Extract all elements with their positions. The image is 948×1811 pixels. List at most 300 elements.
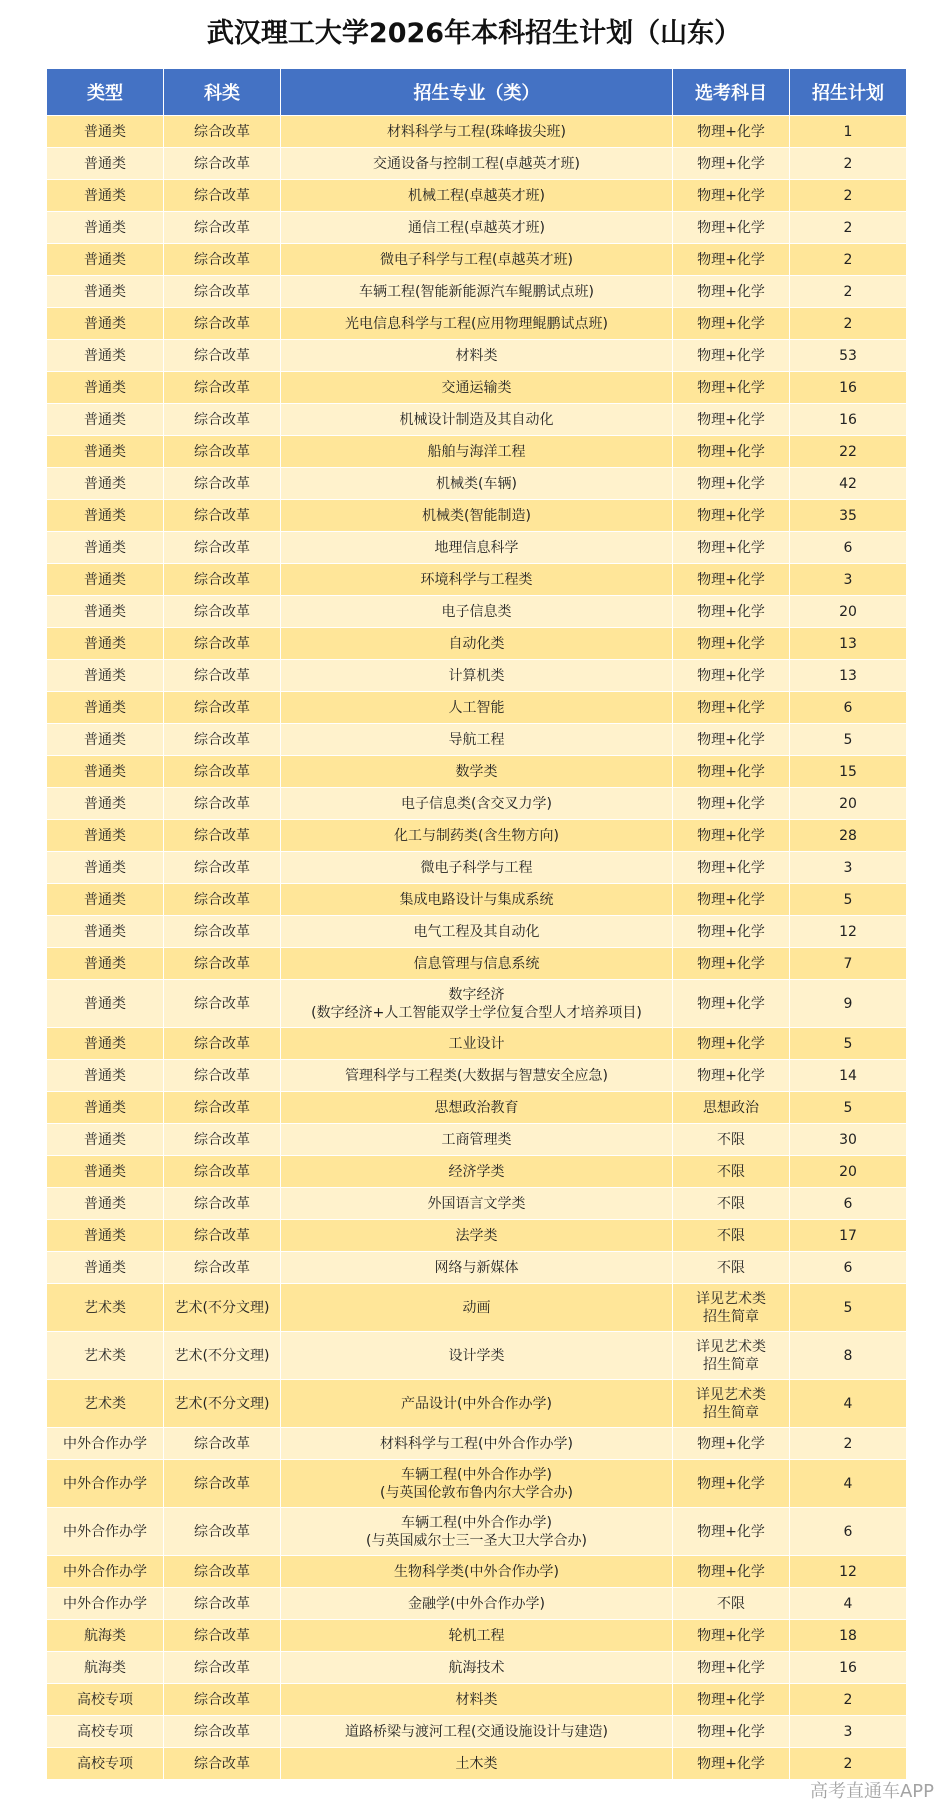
cell-major-line: 工商管理类 bbox=[441, 1131, 512, 1148]
cell-major bbox=[281, 948, 673, 980]
cell-type: 普通类 bbox=[47, 1028, 164, 1060]
cell-major-line: 微电子科学与工程 bbox=[420, 859, 533, 876]
cell-subjects-line: 招生简章 bbox=[703, 1308, 759, 1325]
cell-type: 普通类 bbox=[47, 980, 164, 1028]
cell-subjects-line: 物理+化学 bbox=[697, 1067, 765, 1084]
cell-major-line: 动画 bbox=[462, 1299, 491, 1316]
cell-major bbox=[281, 1092, 673, 1124]
table-row bbox=[47, 1284, 907, 1332]
cell-type: 普通类 bbox=[47, 1220, 164, 1252]
cell-category: 综合改革 bbox=[164, 404, 281, 436]
cell-subjects-line: 物理+化学 bbox=[697, 1723, 765, 1740]
cell-category: 综合改革 bbox=[164, 980, 281, 1028]
cell-subjects bbox=[673, 948, 790, 980]
cell-type: 普通类 bbox=[47, 852, 164, 884]
cell-plan: 53 bbox=[790, 340, 907, 372]
cell-subjects-line: 物理+化学 bbox=[697, 1627, 765, 1644]
cell-plan: 35 bbox=[790, 500, 907, 532]
table-row bbox=[47, 1684, 907, 1716]
cell-major-line: 光电信息科学与工程(应用物理鲲鹏试点班) bbox=[345, 315, 608, 332]
cell-major bbox=[281, 660, 673, 692]
table-row bbox=[47, 1428, 907, 1460]
cell-type: 普通类 bbox=[47, 596, 164, 628]
cell-plan: 2 bbox=[790, 148, 907, 180]
table-row bbox=[47, 692, 907, 724]
cell-type: 中外合作办学 bbox=[47, 1588, 164, 1620]
cell-subjects bbox=[673, 692, 790, 724]
cell-subjects bbox=[673, 436, 790, 468]
cell-type: 普通类 bbox=[47, 532, 164, 564]
cell-plan: 28 bbox=[790, 820, 907, 852]
cell-plan: 6 bbox=[790, 1188, 907, 1220]
cell-subjects-line: 不限 bbox=[717, 1195, 745, 1212]
cell-major bbox=[281, 180, 673, 212]
cell-category: 综合改革 bbox=[164, 1124, 281, 1156]
cell-major-line: 自动化类 bbox=[448, 635, 505, 652]
table-row bbox=[47, 948, 907, 980]
cell-type: 普通类 bbox=[47, 1188, 164, 1220]
cell-major-line: (数字经济+人工智能双学士学位复合型人才培养项目) bbox=[311, 1004, 642, 1021]
cell-major-line: 化工与制药类(含生物方向) bbox=[394, 827, 559, 844]
cell-category: 综合改革 bbox=[164, 1060, 281, 1092]
cell-subjects bbox=[673, 564, 790, 596]
table-row bbox=[47, 1748, 907, 1780]
cell-major bbox=[281, 308, 673, 340]
cell-plan: 22 bbox=[790, 436, 907, 468]
table-row bbox=[47, 628, 907, 660]
table-row bbox=[47, 1332, 907, 1380]
cell-subjects bbox=[673, 1460, 790, 1508]
cell-category: 综合改革 bbox=[164, 468, 281, 500]
cell-major bbox=[281, 276, 673, 308]
cell-category: 综合改革 bbox=[164, 1620, 281, 1652]
cell-major bbox=[281, 980, 673, 1028]
cell-major bbox=[281, 1252, 673, 1284]
cell-subjects-line: 物理+化学 bbox=[697, 1755, 765, 1772]
table-row bbox=[47, 1092, 907, 1124]
cell-subjects-line: 物理+化学 bbox=[697, 667, 765, 684]
cell-subjects-line: 物理+化学 bbox=[697, 571, 765, 588]
cell-category: 综合改革 bbox=[164, 180, 281, 212]
cell-major bbox=[281, 564, 673, 596]
cell-plan: 16 bbox=[790, 1652, 907, 1684]
cell-major-line: 金融学(中外合作办学) bbox=[408, 1595, 545, 1612]
cell-subjects-line: 不限 bbox=[717, 1163, 745, 1180]
cell-major-line: 船舶与海洋工程 bbox=[427, 443, 526, 460]
cell-major-line: (与英国伦敦布鲁内尔大学合办) bbox=[380, 1484, 573, 1501]
cell-subjects bbox=[673, 852, 790, 884]
cell-plan: 5 bbox=[790, 884, 907, 916]
cell-major bbox=[281, 1156, 673, 1188]
cell-subjects bbox=[673, 1060, 790, 1092]
table-row bbox=[47, 1652, 907, 1684]
cell-major-line: 电气工程及其自动化 bbox=[413, 923, 540, 940]
cell-major-line: 地理信息科学 bbox=[434, 539, 519, 556]
cell-category: 综合改革 bbox=[164, 916, 281, 948]
cell-plan: 16 bbox=[790, 404, 907, 436]
cell-major-line: 网络与新媒体 bbox=[434, 1259, 519, 1276]
cell-plan: 12 bbox=[790, 916, 907, 948]
cell-type: 普通类 bbox=[47, 692, 164, 724]
table-row bbox=[47, 500, 907, 532]
cell-type: 普通类 bbox=[47, 724, 164, 756]
cell-subjects bbox=[673, 372, 790, 404]
cell-type: 普通类 bbox=[47, 884, 164, 916]
header-category: 科类 bbox=[164, 69, 281, 116]
cell-category: 综合改革 bbox=[164, 628, 281, 660]
cell-type: 普通类 bbox=[47, 372, 164, 404]
cell-category: 综合改革 bbox=[164, 532, 281, 564]
cell-plan: 6 bbox=[790, 692, 907, 724]
cell-major-line: 外国语言文学类 bbox=[427, 1195, 526, 1212]
cell-major-line: 电子信息类(含交叉力学) bbox=[401, 795, 552, 812]
cell-major bbox=[281, 852, 673, 884]
table-row bbox=[47, 276, 907, 308]
cell-major bbox=[281, 788, 673, 820]
cell-subjects bbox=[673, 404, 790, 436]
table-row bbox=[47, 564, 907, 596]
table-row bbox=[47, 788, 907, 820]
header-type: 类型 bbox=[47, 69, 164, 116]
cell-type: 普通类 bbox=[47, 820, 164, 852]
cell-plan: 20 bbox=[790, 1156, 907, 1188]
cell-subjects-line: 物理+化学 bbox=[697, 1435, 765, 1452]
cell-type: 普通类 bbox=[47, 276, 164, 308]
table-body bbox=[47, 116, 907, 1780]
cell-subjects bbox=[673, 340, 790, 372]
cell-plan: 16 bbox=[790, 372, 907, 404]
cell-subjects bbox=[673, 1428, 790, 1460]
cell-subjects-line: 不限 bbox=[717, 1131, 745, 1148]
cell-major-line: 机械设计制造及其自动化 bbox=[399, 411, 554, 428]
cell-major bbox=[281, 1460, 673, 1508]
cell-category: 综合改革 bbox=[164, 756, 281, 788]
cell-type: 高校专项 bbox=[47, 1716, 164, 1748]
cell-subjects bbox=[673, 724, 790, 756]
table-row bbox=[47, 1588, 907, 1620]
cell-subjects-line: 物理+化学 bbox=[697, 219, 765, 236]
cell-plan: 9 bbox=[790, 980, 907, 1028]
table-row bbox=[47, 404, 907, 436]
cell-subjects-line: 物理+化学 bbox=[697, 1475, 765, 1492]
cell-major bbox=[281, 1652, 673, 1684]
cell-plan: 3 bbox=[790, 564, 907, 596]
cell-plan: 6 bbox=[790, 1252, 907, 1284]
table-row bbox=[47, 1380, 907, 1428]
cell-plan: 1 bbox=[790, 116, 907, 148]
cell-subjects-line: 物理+化学 bbox=[697, 539, 765, 556]
cell-major bbox=[281, 1428, 673, 1460]
cell-type: 普通类 bbox=[47, 340, 164, 372]
cell-subjects bbox=[673, 212, 790, 244]
cell-type: 普通类 bbox=[47, 116, 164, 148]
page-title: 武汉理工大学2026年本科招生计划（山东） bbox=[206, 18, 742, 49]
cell-subjects-line: 不限 bbox=[717, 1227, 745, 1244]
cell-plan: 12 bbox=[790, 1556, 907, 1588]
cell-plan: 18 bbox=[790, 1620, 907, 1652]
cell-type: 普通类 bbox=[47, 148, 164, 180]
cell-plan: 17 bbox=[790, 1220, 907, 1252]
cell-plan: 20 bbox=[790, 788, 907, 820]
cell-major bbox=[281, 1716, 673, 1748]
cell-subjects-line: 物理+化学 bbox=[697, 1563, 765, 1580]
table-row bbox=[47, 532, 907, 564]
cell-subjects-line: 物理+化学 bbox=[697, 475, 765, 492]
cell-major-line: 思想政治教育 bbox=[434, 1099, 519, 1116]
cell-major-line: 材料科学与工程(珠峰拔尖班) bbox=[387, 123, 566, 140]
cell-subjects bbox=[673, 468, 790, 500]
table-row bbox=[47, 1508, 907, 1556]
cell-major bbox=[281, 1220, 673, 1252]
cell-subjects bbox=[673, 820, 790, 852]
cell-subjects bbox=[673, 1028, 790, 1060]
cell-major bbox=[281, 1060, 673, 1092]
cell-type: 普通类 bbox=[47, 180, 164, 212]
cell-subjects bbox=[673, 1284, 790, 1332]
cell-type: 普通类 bbox=[47, 1252, 164, 1284]
cell-major-line: 数学类 bbox=[455, 763, 498, 780]
cell-category: 综合改革 bbox=[164, 948, 281, 980]
table-row bbox=[47, 596, 907, 628]
cell-type: 普通类 bbox=[47, 436, 164, 468]
table-row bbox=[47, 884, 907, 916]
cell-major-line: 法学类 bbox=[455, 1227, 498, 1244]
cell-plan: 13 bbox=[790, 628, 907, 660]
cell-category: 综合改革 bbox=[164, 1188, 281, 1220]
cell-category: 综合改革 bbox=[164, 500, 281, 532]
cell-subjects bbox=[673, 1652, 790, 1684]
cell-category: 综合改革 bbox=[164, 116, 281, 148]
cell-major-line: 交通设备与控制工程(卓越英才班) bbox=[373, 155, 580, 172]
cell-major-line: 机械类(车辆) bbox=[436, 475, 517, 492]
cell-plan: 14 bbox=[790, 1060, 907, 1092]
cell-subjects-line: 招生简章 bbox=[703, 1404, 759, 1421]
cell-category: 综合改革 bbox=[164, 1028, 281, 1060]
cell-type: 普通类 bbox=[47, 628, 164, 660]
cell-category: 综合改革 bbox=[164, 1508, 281, 1556]
table-row bbox=[47, 1620, 907, 1652]
cell-subjects-line: 详见艺术类 bbox=[696, 1386, 766, 1403]
cell-major-line: 计算机类 bbox=[448, 667, 505, 684]
cell-subjects bbox=[673, 500, 790, 532]
table-row bbox=[47, 148, 907, 180]
cell-major-line: 土木类 bbox=[455, 1755, 498, 1772]
cell-major bbox=[281, 116, 673, 148]
cell-plan: 4 bbox=[790, 1460, 907, 1508]
cell-subjects bbox=[673, 532, 790, 564]
cell-major bbox=[281, 500, 673, 532]
watermark: 高考直通车APP bbox=[809, 1781, 934, 1802]
cell-type: 普通类 bbox=[47, 1124, 164, 1156]
table-row bbox=[47, 1220, 907, 1252]
cell-major bbox=[281, 596, 673, 628]
cell-type: 普通类 bbox=[47, 404, 164, 436]
table-header-row bbox=[47, 69, 907, 116]
cell-type: 普通类 bbox=[47, 244, 164, 276]
cell-plan: 3 bbox=[790, 852, 907, 884]
cell-major-line: 集成电路设计与集成系统 bbox=[399, 891, 554, 908]
cell-major bbox=[281, 884, 673, 916]
cell-subjects bbox=[673, 1220, 790, 1252]
cell-subjects bbox=[673, 1716, 790, 1748]
cell-major bbox=[281, 436, 673, 468]
cell-major-line: 经济学类 bbox=[448, 1163, 505, 1180]
cell-subjects bbox=[673, 148, 790, 180]
cell-subjects bbox=[673, 1252, 790, 1284]
cell-type: 高校专项 bbox=[47, 1684, 164, 1716]
table-row bbox=[47, 980, 907, 1028]
cell-subjects bbox=[673, 1156, 790, 1188]
cell-category: 综合改革 bbox=[164, 1716, 281, 1748]
cell-major bbox=[281, 404, 673, 436]
cell-category: 综合改革 bbox=[164, 276, 281, 308]
cell-major-line: 生物科学类(中外合作办学) bbox=[394, 1563, 559, 1580]
cell-subjects-line: 物理+化学 bbox=[697, 155, 765, 172]
cell-type: 航海类 bbox=[47, 1652, 164, 1684]
cell-category: 综合改革 bbox=[164, 1460, 281, 1508]
cell-major bbox=[281, 692, 673, 724]
cell-major-line: 航海技术 bbox=[448, 1659, 505, 1676]
cell-major-line: 环境科学与工程类 bbox=[420, 571, 533, 588]
cell-subjects-line: 物理+化学 bbox=[697, 1691, 765, 1708]
cell-type: 普通类 bbox=[47, 1092, 164, 1124]
cell-major-line: (与英国威尔士三一圣大卫大学合办) bbox=[366, 1532, 587, 1549]
cell-subjects-line: 不限 bbox=[717, 1595, 745, 1612]
cell-plan: 4 bbox=[790, 1588, 907, 1620]
cell-major bbox=[281, 148, 673, 180]
cell-major bbox=[281, 756, 673, 788]
cell-subjects-line: 详见艺术类 bbox=[696, 1338, 766, 1355]
cell-subjects-line: 物理+化学 bbox=[697, 315, 765, 332]
cell-category: 综合改革 bbox=[164, 724, 281, 756]
header-subjects: 选考科目 bbox=[673, 69, 790, 116]
cell-plan: 4 bbox=[790, 1380, 907, 1428]
cell-category: 综合改革 bbox=[164, 596, 281, 628]
cell-subjects-line: 物理+化学 bbox=[697, 699, 765, 716]
cell-type: 普通类 bbox=[47, 564, 164, 596]
table-row bbox=[47, 1188, 907, 1220]
cell-subjects bbox=[673, 916, 790, 948]
cell-plan: 2 bbox=[790, 276, 907, 308]
cell-major bbox=[281, 244, 673, 276]
table-row bbox=[47, 1556, 907, 1588]
cell-subjects-line: 物理+化学 bbox=[697, 827, 765, 844]
cell-major bbox=[281, 1508, 673, 1556]
cell-major bbox=[281, 628, 673, 660]
cell-subjects bbox=[673, 980, 790, 1028]
cell-subjects bbox=[673, 1588, 790, 1620]
table-row bbox=[47, 1028, 907, 1060]
table-row bbox=[47, 436, 907, 468]
cell-type: 普通类 bbox=[47, 948, 164, 980]
cell-subjects-line: 物理+化学 bbox=[697, 347, 765, 364]
cell-major-line: 设计学类 bbox=[448, 1347, 505, 1364]
cell-category: 综合改革 bbox=[164, 148, 281, 180]
cell-category: 综合改革 bbox=[164, 244, 281, 276]
cell-major-line: 管理科学与工程类(大数据与智慧安全应急) bbox=[345, 1067, 608, 1084]
table-row bbox=[47, 1252, 907, 1284]
table-row bbox=[47, 852, 907, 884]
cell-subjects-line: 思想政治 bbox=[703, 1099, 759, 1116]
cell-subjects bbox=[673, 116, 790, 148]
table-row bbox=[47, 724, 907, 756]
cell-plan: 42 bbox=[790, 468, 907, 500]
cell-category: 综合改革 bbox=[164, 212, 281, 244]
cell-type: 艺术类 bbox=[47, 1332, 164, 1380]
cell-subjects-line: 物理+化学 bbox=[697, 635, 765, 652]
cell-subjects-line: 物理+化学 bbox=[697, 1035, 765, 1052]
enrollment-plan-table bbox=[46, 68, 907, 1780]
cell-subjects bbox=[673, 1332, 790, 1380]
cell-category: 综合改革 bbox=[164, 660, 281, 692]
table-row bbox=[47, 756, 907, 788]
table-row bbox=[47, 340, 907, 372]
cell-major bbox=[281, 468, 673, 500]
cell-major-line: 车辆工程(智能新能源汽车鲲鹏试点班) bbox=[359, 283, 594, 300]
cell-subjects bbox=[673, 596, 790, 628]
cell-subjects bbox=[673, 244, 790, 276]
header-major: 招生专业（类） bbox=[281, 69, 673, 116]
cell-type: 普通类 bbox=[47, 660, 164, 692]
cell-major bbox=[281, 724, 673, 756]
cell-subjects-line: 物理+化学 bbox=[697, 603, 765, 620]
cell-major bbox=[281, 1620, 673, 1652]
cell-major bbox=[281, 820, 673, 852]
cell-subjects bbox=[673, 308, 790, 340]
cell-major bbox=[281, 372, 673, 404]
cell-type: 中外合作办学 bbox=[47, 1556, 164, 1588]
cell-category: 综合改革 bbox=[164, 372, 281, 404]
table-row bbox=[47, 468, 907, 500]
cell-major-line: 导航工程 bbox=[448, 731, 505, 748]
cell-category: 综合改革 bbox=[164, 692, 281, 724]
table-row bbox=[47, 1716, 907, 1748]
cell-major bbox=[281, 1284, 673, 1332]
cell-category: 综合改革 bbox=[164, 1156, 281, 1188]
cell-major-line: 轮机工程 bbox=[448, 1627, 505, 1644]
cell-subjects bbox=[673, 180, 790, 212]
cell-subjects-line: 物理+化学 bbox=[697, 187, 765, 204]
table-row bbox=[47, 372, 907, 404]
cell-plan: 6 bbox=[790, 532, 907, 564]
cell-subjects bbox=[673, 1556, 790, 1588]
cell-major-line: 机械工程(卓越英才班) bbox=[408, 187, 545, 204]
cell-subjects-line: 物理+化学 bbox=[697, 891, 765, 908]
cell-subjects bbox=[673, 788, 790, 820]
table-row bbox=[47, 916, 907, 948]
cell-major bbox=[281, 1124, 673, 1156]
cell-subjects-line: 物理+化学 bbox=[697, 795, 765, 812]
cell-plan: 5 bbox=[790, 1092, 907, 1124]
table-row bbox=[47, 212, 907, 244]
cell-type: 普通类 bbox=[47, 1156, 164, 1188]
cell-category: 综合改革 bbox=[164, 308, 281, 340]
table-row bbox=[47, 1460, 907, 1508]
cell-type: 普通类 bbox=[47, 308, 164, 340]
cell-subjects bbox=[673, 1620, 790, 1652]
cell-type: 艺术类 bbox=[47, 1284, 164, 1332]
cell-subjects bbox=[673, 1748, 790, 1780]
cell-subjects-line: 物理+化学 bbox=[697, 251, 765, 268]
cell-major-line: 材料科学与工程(中外合作办学) bbox=[380, 1435, 573, 1452]
cell-plan: 3 bbox=[790, 1716, 907, 1748]
cell-subjects bbox=[673, 884, 790, 916]
cell-major bbox=[281, 1380, 673, 1428]
cell-plan: 2 bbox=[790, 308, 907, 340]
table-row bbox=[47, 308, 907, 340]
cell-major-line: 机械类(智能制造) bbox=[422, 507, 531, 524]
cell-major-line: 产品设计(中外合作办学) bbox=[401, 1395, 552, 1412]
